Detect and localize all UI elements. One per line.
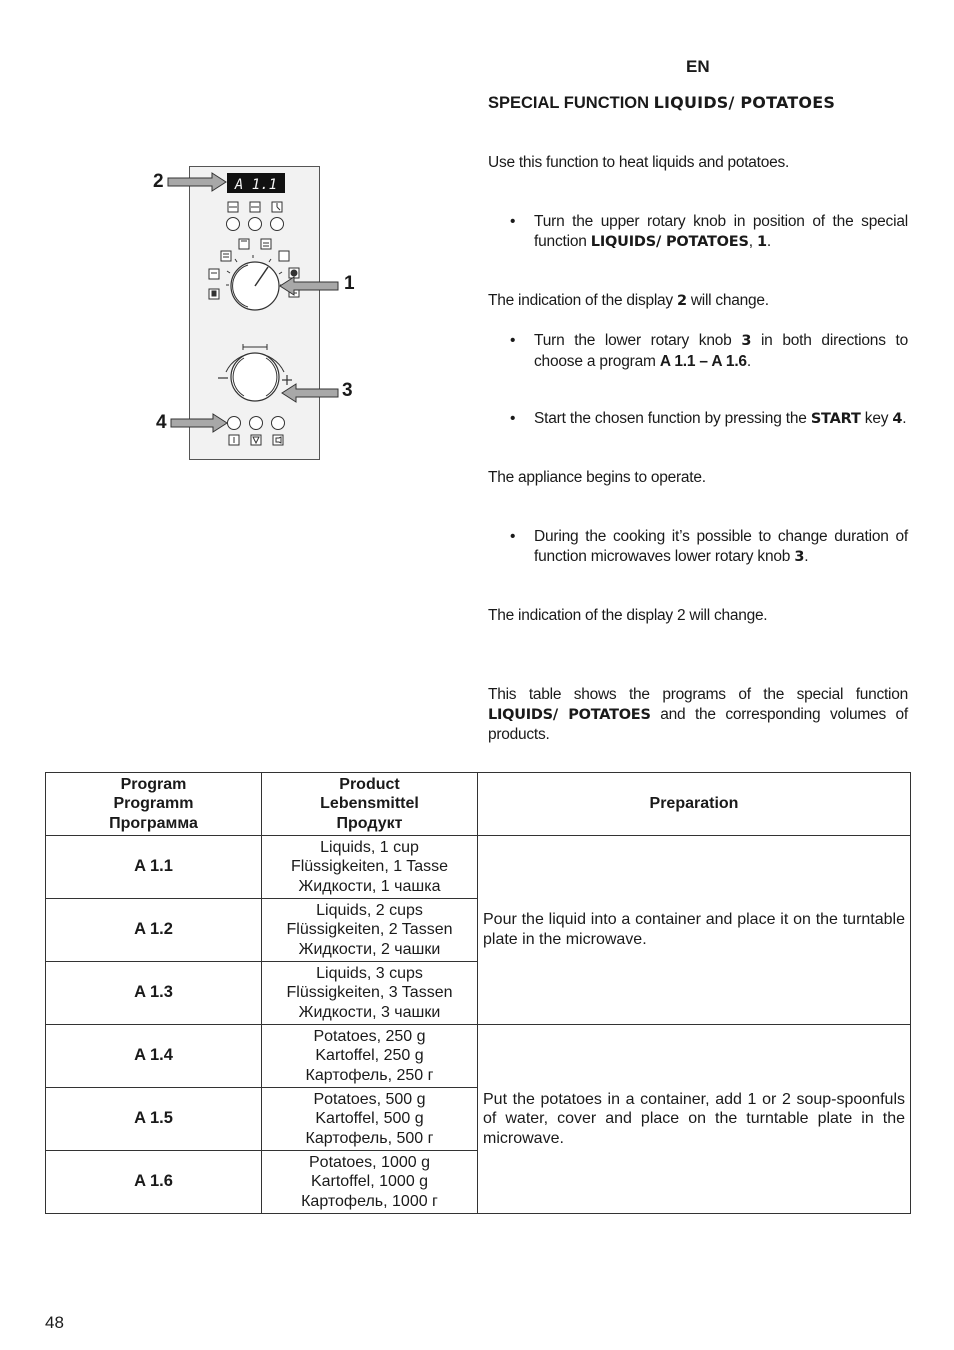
step-change-duration: • During the cooking it’s possible to change duration of function microwaves lower rotary knob 3. bbox=[510, 528, 908, 565]
table-row bbox=[46, 1025, 911, 1088]
button bbox=[227, 218, 240, 231]
section-title bbox=[488, 93, 835, 113]
step-turn-upper-knob: • Turn the upper rotary knob in position of the special function LIQUIDS/ POTATOES, 1. bbox=[510, 213, 908, 250]
preparation-liquids: Pour the liquid into a container and place it on the turntable plate in the microwave. bbox=[478, 836, 911, 1025]
function-icon bbox=[209, 269, 219, 279]
table-intro: This table shows the programs of the special function LIQUIDS/ POTATOES and the corresponding volumes of products. bbox=[488, 686, 908, 744]
product-cell: Potatoes, 500 g Kartoffel, 500 g Картофель, 500 г bbox=[262, 1088, 478, 1151]
button bbox=[250, 417, 263, 430]
arrow-4-icon bbox=[165, 411, 233, 435]
step-turn-lower-knob: • Turn the lower rotary knob 3 in both directions to choose a program A 1.1 – A 1.6. bbox=[510, 332, 908, 370]
function-icon bbox=[279, 251, 289, 261]
program-code: A 1.4 bbox=[46, 1025, 262, 1088]
product-cell: Liquids, 2 cups Flüssigkeiten, 2 Tassen Жидкости, 2 чашки bbox=[262, 899, 478, 962]
intro-text: Use this function to heat liquids and potatoes. bbox=[488, 154, 790, 171]
program-code: A 1.3 bbox=[46, 962, 262, 1025]
button bbox=[272, 417, 285, 430]
product-cell: Liquids, 1 cup Flüssigkeiten, 1 Tasse Жидкости, 1 чашка bbox=[262, 836, 478, 899]
button bbox=[249, 218, 262, 231]
display-change-text-2: The indication of the display 2 will change. bbox=[488, 607, 768, 624]
button bbox=[271, 218, 284, 231]
function-icon bbox=[221, 251, 231, 261]
page-number: 48 bbox=[45, 1313, 64, 1332]
title-prefix: SPECIAL FUNCTION bbox=[488, 94, 654, 112]
bullet: • bbox=[510, 410, 516, 427]
preparation-potatoes: Put the potatoes in a container, add 1 or 2 soup-spoonfuls of water, cover and place on the turntable plate in the microwave. bbox=[478, 1025, 911, 1214]
callout-2: 2 bbox=[153, 171, 164, 192]
callout-4: 4 bbox=[156, 412, 167, 433]
product-cell: Potatoes, 1000 g Kartoffel, 1000 g Картофель, 1000 г bbox=[262, 1151, 478, 1214]
table-row bbox=[46, 836, 911, 899]
bullet: • bbox=[510, 332, 516, 349]
callout-3: 3 bbox=[342, 380, 353, 401]
product-cell: Liquids, 3 cups Flüssigkeiten, 3 Tassen Жидкости, 3 чашки bbox=[262, 962, 478, 1025]
bullet: • bbox=[510, 213, 516, 230]
operate-text: The appliance begins to operate. bbox=[488, 469, 706, 486]
program-code: A 1.1 bbox=[46, 836, 262, 899]
arrow-1-icon bbox=[276, 274, 344, 298]
table-header-row bbox=[46, 773, 911, 836]
arrow-2-icon bbox=[160, 170, 240, 194]
program-code: A 1.5 bbox=[46, 1088, 262, 1151]
product-cell: Potatoes, 250 g Kartoffel, 250 g Картофель, 250 г bbox=[262, 1025, 478, 1088]
program-code: A 1.2 bbox=[46, 899, 262, 962]
function-icon bbox=[261, 239, 271, 249]
language-code: EN bbox=[686, 57, 710, 76]
step-press-start: • Start the chosen function by pressing the START key 4. bbox=[510, 410, 907, 427]
display-readout: A 1.1 bbox=[234, 177, 278, 193]
header-preparation: Preparation bbox=[478, 773, 911, 836]
header-product: Product Lebensmittel Продукт bbox=[262, 773, 478, 836]
callout-1: 1 bbox=[344, 273, 355, 294]
arrow-3-icon bbox=[278, 381, 344, 405]
lower-rotary-knob bbox=[231, 353, 279, 401]
header-program: Program Programm Программа bbox=[46, 773, 262, 836]
display-change-text: The indication of the display 2 will change. bbox=[488, 292, 769, 309]
programs-table bbox=[45, 772, 911, 1214]
program-code: A 1.6 bbox=[46, 1151, 262, 1214]
bullet: • bbox=[510, 528, 516, 545]
title-function-name: LIQUIDS/ POTATOES bbox=[653, 93, 836, 112]
